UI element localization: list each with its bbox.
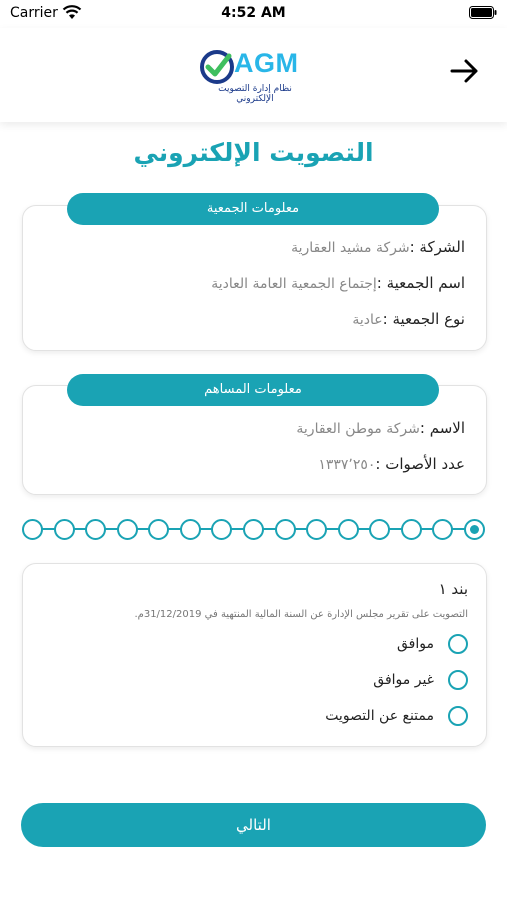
step-dot: [117, 519, 138, 540]
assembly-type-value: عادية: [352, 312, 383, 328]
app-header: [0, 28, 507, 122]
votes-label: عدد الأصوات :: [375, 455, 465, 473]
logo-tagline: نظام إدارة التصويت الإلكتروني: [218, 84, 292, 104]
assembly-type-label: نوع الجمعية :: [382, 310, 465, 328]
step-dot: [338, 519, 359, 540]
checkmark-logo-icon: [200, 50, 234, 84]
page-title: التصويت الإلكتروني: [133, 138, 374, 167]
question-card: [22, 563, 487, 747]
logo-text: AGM: [234, 48, 299, 78]
agm-logo: [200, 48, 310, 104]
status-bar: [0, 0, 507, 28]
shareholder-name-label: الاسم :: [419, 419, 465, 437]
carrier-label: Carrier: [10, 5, 58, 21]
battery-icon: [469, 6, 497, 19]
shareholder-info-header: معلومات المساهم: [67, 374, 439, 406]
step-dot: [401, 519, 422, 540]
step-dot: [464, 519, 485, 540]
step-dot: [369, 519, 390, 540]
step-dot: [54, 519, 75, 540]
assembly-name-row: [211, 274, 465, 292]
option-abstain-label: ممتنع عن التصويت: [325, 708, 434, 724]
option-approve-label: موافق: [397, 636, 434, 652]
votes-value: ١٣٣٧٬٢٥٠: [318, 457, 376, 473]
status-time: 4:52 AM: [221, 5, 286, 21]
radio-icon[interactable]: [448, 634, 468, 654]
step-dot: [180, 519, 201, 540]
company-label: الشركة :: [409, 238, 465, 256]
shareholder-name-row: [296, 419, 465, 437]
company-value: شركة مشيد العقارية: [291, 240, 410, 256]
step-dot: [22, 519, 43, 540]
radio-icon[interactable]: [448, 706, 468, 726]
arrow-right-icon[interactable]: [448, 56, 482, 86]
radio-icon[interactable]: [448, 670, 468, 690]
step-dot: [275, 519, 296, 540]
question-stepper: [22, 517, 485, 541]
step-dot: [148, 519, 169, 540]
step-dot: [243, 519, 264, 540]
step-dot: [211, 519, 232, 540]
votes-row: [318, 455, 465, 473]
question-description: التصويت على تقرير مجلس الإدارة عن السنة المالية المنتهية في 31/12/2019م.: [134, 609, 468, 620]
option-disapprove-label: غير موافق: [373, 672, 434, 688]
assembly-name-value: إجتماع الجمعية العامة العادية: [211, 276, 377, 292]
step-dot: [306, 519, 327, 540]
company-row: [291, 238, 465, 256]
step-dot: [85, 519, 106, 540]
assembly-info-header: معلومات الجمعية: [67, 193, 439, 225]
question-title: بند ١: [438, 580, 468, 598]
assembly-type-row: [352, 310, 465, 328]
next-button[interactable]: التالي: [21, 803, 486, 847]
step-dot: [432, 519, 453, 540]
assembly-name-label: اسم الجمعية :: [376, 274, 465, 292]
shareholder-name-value: شركة موطن العقارية: [296, 421, 420, 437]
